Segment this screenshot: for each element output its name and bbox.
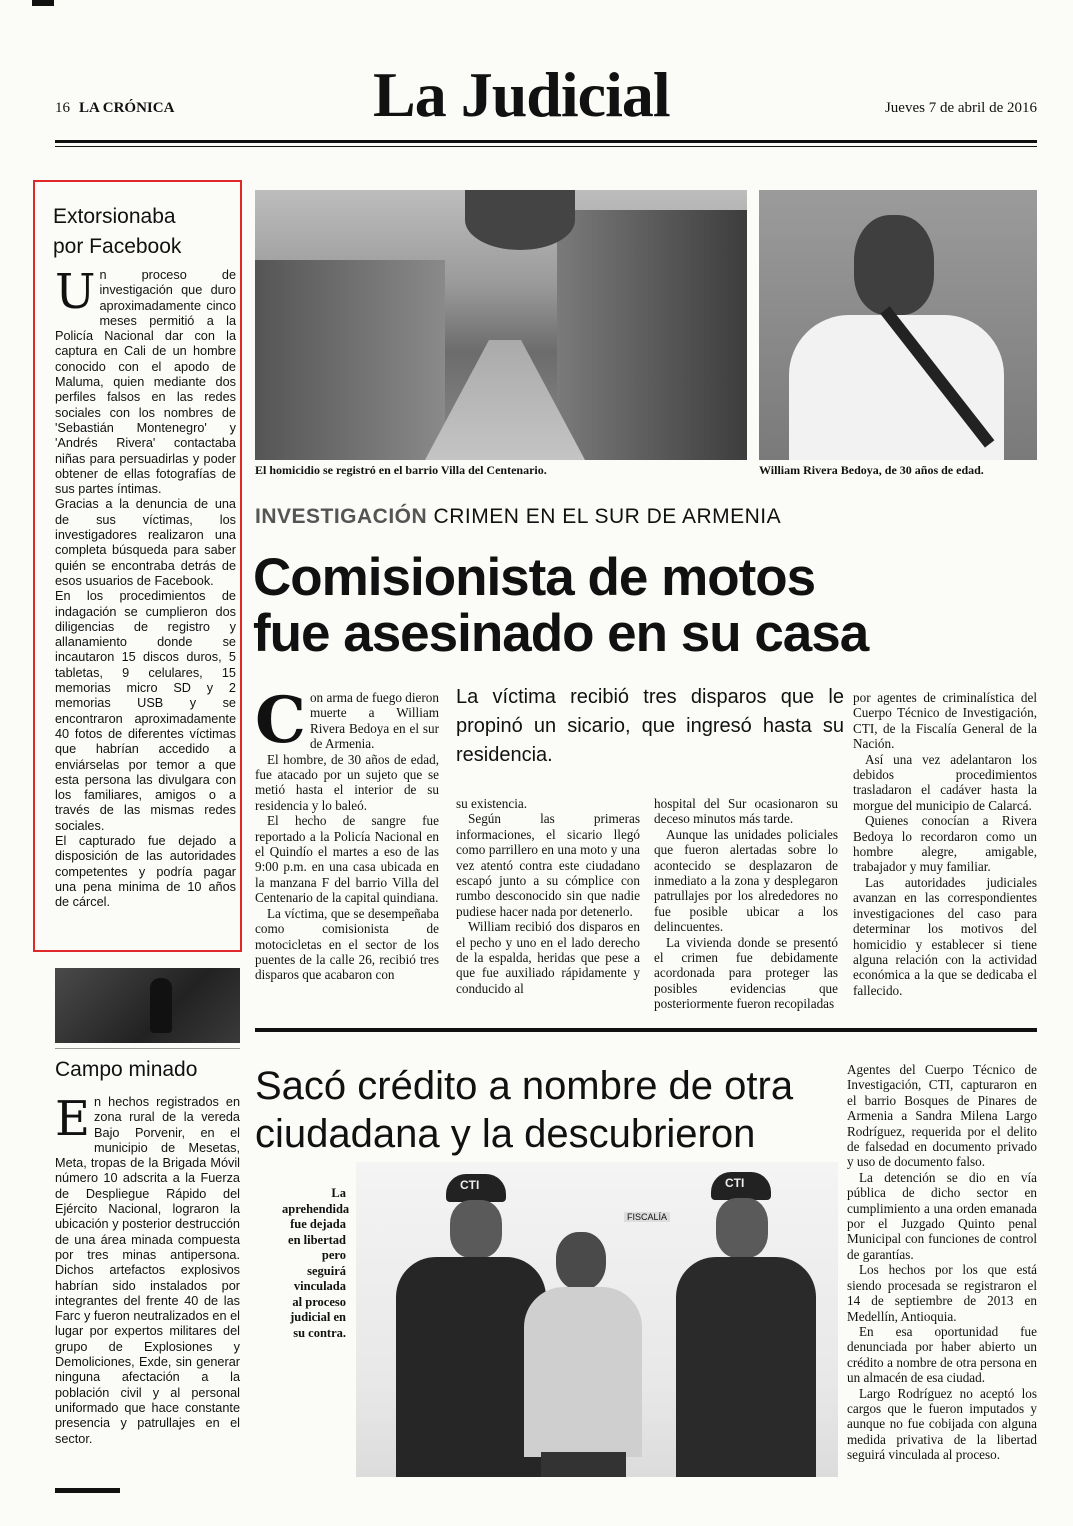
sidebar2-top-rule: [55, 1048, 240, 1049]
headline-line-1: Comisionista de motos: [253, 548, 816, 607]
dark-field-photo: [55, 968, 240, 1043]
sidebar-minefield-body: [55, 1091, 240, 1447]
paragraph: El hecho de sangre fue reportado a la Policía Nacional en el Quindío el martes a eso de las 9:00 p.m. en una casa ubicada en la manzana F del barrio Villa del Centenario de la capital quindiana.: [255, 813, 439, 906]
agent-right-vest: [676, 1257, 816, 1477]
arrest-photo: [356, 1162, 838, 1477]
kicker-section: INVESTIGACIÓN: [255, 505, 428, 528]
paragraph: La vivienda donde se presentó el crimen fue debidamente acordonada para proteger las posibles evidencias que posteriormente fueron recopiladas: [654, 934, 838, 1012]
victim-photo-caption: William Rivera Bedoya, de 30 años de edad.: [759, 463, 984, 477]
woman-head: [556, 1232, 606, 1290]
title-line-2: por Facebook: [53, 235, 182, 258]
street-photo: [255, 190, 747, 460]
paragraph: Con arma de fuego dieron muerte a William Rivera Bedoya en el sur de Armenia.: [255, 683, 439, 758]
dropcap: U: [55, 264, 96, 320]
sidebar-minefield-title: Campo minado: [55, 1058, 198, 1081]
pull-quote: La víctima recibió tres disparos que le propinó un sicario, que ingresó hasta su residencia.: [456, 686, 844, 766]
main-headline: [253, 550, 868, 662]
main-col-2: [456, 796, 640, 996]
kicker-topic: CRIMEN EN EL SUR DE ARMENIA: [433, 505, 782, 528]
second-photo-caption: La aprehendida fue dejada en libertad pero seguirá vinculada al proceso judicial en su contra.: [282, 1186, 350, 1340]
dropcap: E: [55, 1091, 91, 1147]
main-col-3: [654, 796, 838, 1012]
sidebar2-end-mark: [55, 1488, 120, 1493]
paragraph: Según las primeras informaciones, el sicario llegó como parrillero en una moto y una vez atentó contra este ciudadano escapó junto a su cómplice con rumbo desconocido sin que nadie pudiese hacer nada por detenerlo.: [456, 811, 640, 919]
dropcap: C: [255, 683, 306, 758]
victim-shirt: [789, 315, 1004, 460]
tree-canopy: [465, 190, 575, 250]
victim-photo: [759, 190, 1037, 460]
sidebar-extortion-body: [55, 264, 236, 910]
masthead: [55, 60, 1037, 160]
soldier-silhouette: [150, 978, 172, 1033]
paragraph: El hombre, de 30 años de edad, fue atacado por un sujeto que se metió hasta el interior de su residencia y lo baleó.: [255, 751, 439, 813]
headline-line-1: Sacó crédito a nombre de otra: [255, 1064, 794, 1108]
paragraph: por agentes de criminalística del Cuerpo Técnico de Investigación, CTI, de la Fiscalía General de la Nación.: [853, 690, 1037, 752]
main-col-1: [255, 683, 439, 983]
second-story-body: [847, 1062, 1037, 1463]
paragraph: Largo Rodríguez no aceptó los cargos que le fueron imputados y aunque no fue cobijada con alguna medida privativa de la libertad seguirá vinculada al proceso.: [847, 1385, 1037, 1463]
paragraph: La víctima, que se desempeñaba como comisionista de motocicletas en el sector de los puentes de la calle 26, recibió tres disparos que acabaron con: [255, 905, 439, 983]
paragraph: Un proceso de investigación que duro aproximadamente cinco meses permitió a la Policía Nacional dar con la captura en Cali de un hombre conocido con el apodo de Maluma, quien mediante dos perfiles falsos en las redes sociales con los nombres de 'Sebastián Montenegro' y 'Andrés Rivera' contactaba niñas para persuadirlas y poder obtener de ellas fotografías de sus partes íntimas.: [55, 264, 236, 497]
right-houses: [557, 210, 747, 460]
issue-date: Jueves 7 de abril de 2016: [884, 100, 1037, 116]
paragraph: Aunque las unidades policiales que fueron alertadas sobre lo acontecido se desplazaron de inmediato a la zona y desplegaron patrullajes por los alrededores no fue posible ubicar a los delincuentes.: [654, 826, 838, 935]
paragraph: En los procedimientos de indagación se cumplieron dos diligencias de registro y allanamiento donde se incautaron 15 discos duros, 5 tabletas, 9 celulares, 15 memorias micro SD y 2 memorias USB y se encontraron aproximadamente 40 fotos de diferentes víctimas que habrían accedido a enviárselas por temor a que esta persona las divulgara con los familiares, amigos o a través de las mismas redes sociales.: [55, 589, 236, 833]
headline-line-2: fue asesinado en su casa: [253, 604, 869, 663]
agent-right-head: [716, 1198, 768, 1258]
paragraph: En esa oportunidad fue denunciada por haber abierto un crédito a nombre de otra persona en un almacén de esa ciudad.: [847, 1323, 1037, 1386]
section-title: La Judicial: [373, 59, 670, 130]
paragraph: Agentes del Cuerpo Técnico de Investigación, CTI, capturaron en el barrio Bosques de Pinares de Armenia a Sandra Milena Largo Rodríguez, requerida por el delito de falsedad en documento privado y uso de documento falso.: [847, 1062, 1037, 1170]
fiscalia-sign: FISCALÍA: [624, 1212, 670, 1222]
second-headline: [255, 1062, 793, 1158]
paragraph: Gracias a la denuncia de una de sus víctimas, los investigadores realizaron una completa búsqueda para saber quién se encontraba detrás de esos usuarios de Facebook.: [55, 497, 236, 588]
street-photo-caption: El homicidio se registró en el barrio Villa del Centenario.: [255, 463, 547, 477]
paper-name: LA CRÓNICA: [79, 100, 175, 116]
paragraph: Las autoridades judiciales avanzan en las correspondientes investigaciones del caso para determinar los motivos del homicidio y establecer si tiene alguna relación con la actividad económica a la que se dedicaba el fallecido.: [853, 874, 1037, 998]
paragraph: La detención se dio en vía pública de dicho sector en cumplimiento a una orden emanada por el Juzgado Quinto penal Municipal con funciones de control de garantías.: [847, 1169, 1037, 1262]
main-col-4: [853, 690, 1037, 998]
paragraph: hospital del Sur ocasionaron su deceso minutos más tarde.: [654, 796, 838, 827]
agent-left-cap-label: CTI: [460, 1178, 480, 1192]
paragraph: El capturado fue dejado a disposición de las autoridades competentes y podría pagar una pena minima de 10 años de cárcel.: [55, 833, 236, 910]
sidebar-extortion-title: [53, 202, 233, 262]
paragraph: Quienes conocían a Rivera Bedoya lo recordaron como un hombre alegre, amigable, trabajador y muy familiar.: [853, 813, 1037, 875]
masthead-rule-thin: [55, 146, 1037, 147]
paragraph: Los hechos por los que está siendo procesada se registraron el 14 de septiembre de 2013 en Medellín, Antioquia.: [847, 1262, 1037, 1324]
victim-head: [854, 215, 934, 315]
headline-line-2: ciudadana y la descubrieron: [255, 1112, 756, 1156]
title-line-1: Extorsionaba: [53, 205, 176, 228]
corner-mark: [32, 0, 54, 6]
paragraph: su existencia.: [456, 796, 528, 811]
paragraph: Así una vez adelantaron los debidos procedimientos trasladaron el cadáver hasta la morgue del municipio de Calarcá.: [853, 751, 1037, 813]
agent-left-head: [450, 1200, 502, 1258]
woman-hoodie: [524, 1287, 642, 1457]
woman-pants: [541, 1452, 626, 1477]
agent-right-cap-label: CTI: [725, 1176, 745, 1190]
left-houses: [255, 260, 445, 460]
page-number: 16: [55, 100, 70, 116]
sidebar-extortion: [33, 180, 242, 952]
masthead-rule: [55, 140, 1037, 143]
paragraph: William recibió dos disparos en el pecho y uno en el lado derecho de la espalda, heridas que pese a que fue auxiliado rápidamente y conducido al: [456, 919, 640, 996]
kicker: [255, 505, 781, 529]
section-divider: [255, 1028, 1037, 1032]
paragraph: En hechos registrados en zona rural de la vereda Bajo Porvenir, en el municipio de Mesetas, Meta, tropas de la Brigada Móvil número 10 adscrita a la Fuerza de Despliegue Rápido del Ejército Nacional, lograron la ubicación y posterior destrucción de una área minada compuesta por tres minas antipersona. Dichos artefactos explosivos habrían sido instalados por integrantes del frente 40 de las Farc y fueron neutralizados en el lugar por expertos militares del grupo de Explosiones y Demoliciones, Exde, sin generar ninguna afectación a la población civil y al personal uniformado que hace constante presencia y patrullajes en el sector.: [55, 1091, 240, 1446]
